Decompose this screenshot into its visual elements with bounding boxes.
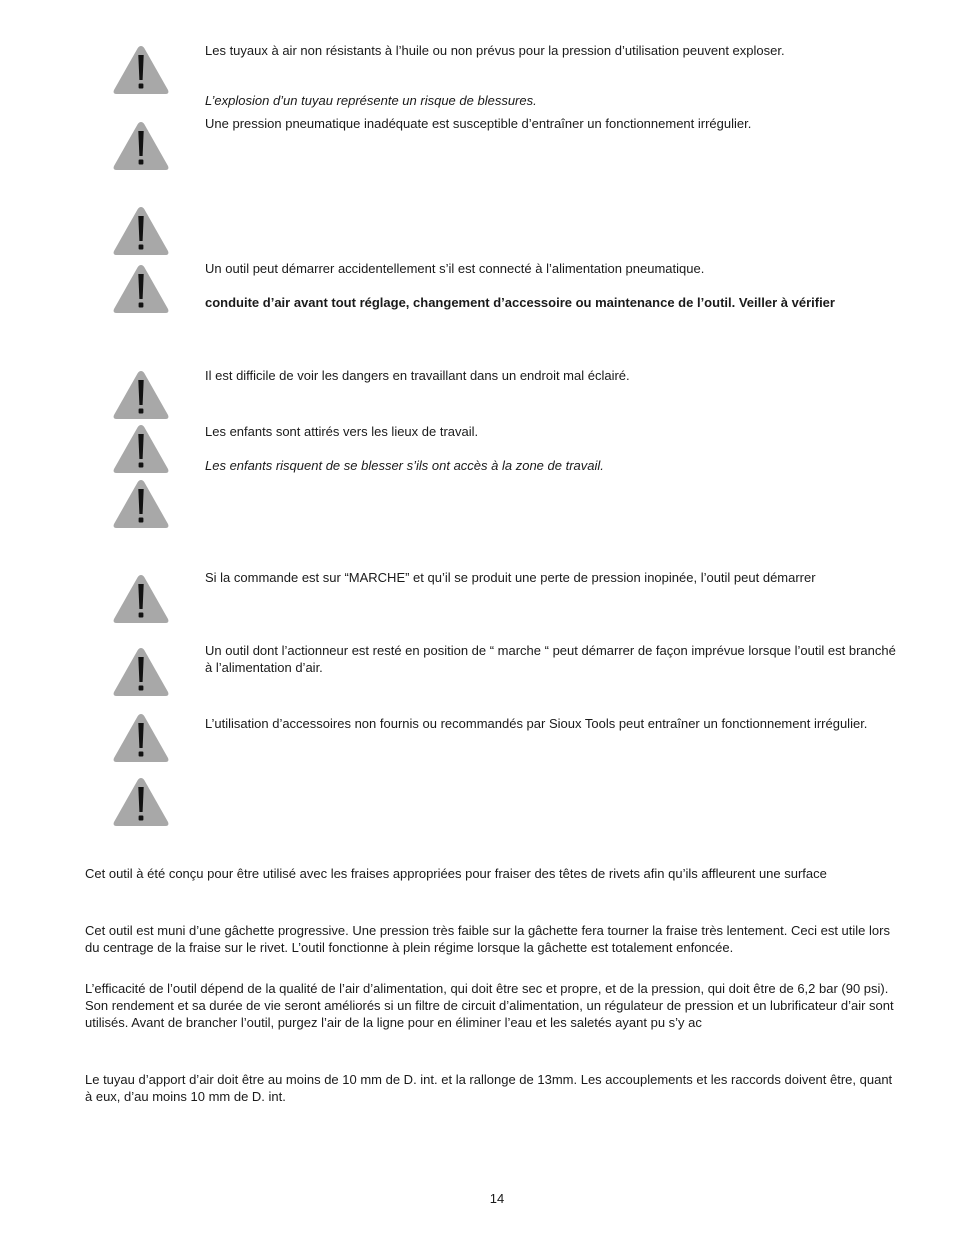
warning-icon [112,776,170,828]
warning-text: Les enfants sont attirés vers les lieux de travail. [205,424,479,439]
warning-text: Un outil peut démarrer accidentellement s’il est connecté à l’alimentation pneumatique. [205,261,705,276]
warning-text: Un outil dont l’actionneur est resté en position de “ marche “ peut démarrer de façon imprévue lorsque l’outil est branché à l’alimentation d’air. [205,643,896,675]
warning-consequence: Les enfants risquent de se blesser s’ils ont accès à la zone de travail. [205,458,604,473]
warning-text: Il est difficile de voir les dangers en travaillant dans un endroit mal éclairé. [205,368,630,383]
warning-text: Les tuyaux à air non résistants à l’huile ou non prévus pour la pression d’utilisation peuvent exploser. [205,43,785,58]
warning-icon [112,712,170,764]
warning-icon [112,646,170,698]
page-number: 14 [489,1191,505,1206]
warning-icon [112,369,170,421]
body-paragraph: Cet outil à été conçu pour être utilisé avec les fraises appropriées pour fraiser des têtes de rivets afin qu’ils affleurent une surface [85,866,827,881]
warning-icon [112,573,170,625]
warning-icon [112,423,170,475]
body-paragraph: Le tuyau d’apport d’air doit être au moins de 10 mm de D. int. et la rallonge de 13mm. Les accouplements et les raccords doivent être, quant à eux, d’au moins 10 mm de D. int. [85,1072,893,1104]
warning-icon [112,478,170,530]
body-paragraph: Cet outil est muni d’une gâchette progressive. Une pression très faible sur la gâchette fera tourner la fraise très lentement. Ceci est utile lors du centrage de la fraise sur le rivet. L’outil fonctionne à plein régime lorsque la gâchette est totalement enfoncée. [85,923,890,955]
warning-instruction: conduite d’air avant tout réglage, changement d’accessoire ou maintenance de l’outil. Veiller à vérifier [205,295,835,310]
warning-icon [112,263,170,315]
warning-text: Une pression pneumatique inadéquate est susceptible d’entraîner un fonctionnement irrégulier. [205,116,752,131]
warning-icon [112,120,170,172]
warning-consequence: L’explosion d’un tuyau représente un risque de blessures. [205,93,537,108]
body-paragraph: L’efficacité de l’outil dépend de la qualité de l’air d’alimentation, qui doit être sec et propre, et de la pression, qui doit être de 6,2 bar (90 psi). Son rendement et sa durée de vie seront améliorés si un filtre de circuit d’alimentation, un régulateur de pression et un lubrificateur d’air sont utilisés. Avant de brancher l’outil, purgez l’air de la ligne pour en éliminer l’eau et les saletés ayant pu s’y ac [85,981,894,1030]
warning-text: Si la commande est sur “MARCHE” et qu’il se produit une perte de pression inopinée, l’outil peut démarrer [205,570,816,585]
warning-text: L’utilisation d’accessoires non fournis ou recommandés par Sioux Tools peut entraîner un fonctionnement irrégulier. [205,716,868,731]
warning-icon [112,44,170,96]
warning-icon [112,205,170,257]
